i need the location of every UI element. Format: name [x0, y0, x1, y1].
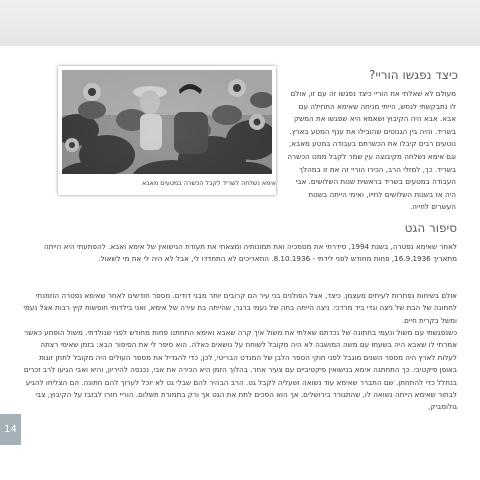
page-number: 14 — [0, 414, 21, 445]
section-title-how-met: כיצד נפגשו הוריי? — [369, 68, 458, 82]
divorce-paragraph-3: כשנפגשתי עם משול ונעמי בחתונה של נכדתם שאלתי את משול איך קרה שאבא ואימא התחתנו פחות מחודש לפני שנולדתי. משול הופתע כאשר אמרתי לו שאבא היה בשעתו עם משה המושבה לא היה מקובל לשוחח על נושאים כאלה. הוא סיפר לי את הסיפור הבא: בזמן שאימי רצתה לעלות לארץ היה מספר השנים מוגבל לפני חוקי הספר הלבן של המנדט הבריטי, לכן, כדי להגדיל את מספר העולים היה מקובל לתתן זוגות באופן פיקטיבי. כך התחתנה אימא בנישואין פיקטיביים עם צעיר אחר. בהלוך הזמן היא הכירה את אבי, נכנסה להיריון, והיא ואבי הגיעו לרב זכרים בנחלל כדי להתחתן. שם התברר שאימא עוד נשואה ושעליה לקבל גט. הרב הבהיר להם שבלי גט לא יוכל לערוך להם חתונה. הם הצליחו להגיע לבחור שאימא הייתה נשואה לו, שהתגורר בירושלים. אך הוא הסכים לתת את הגט אך ורק בתמורת תשלום. הוריי חזרו לבזבז על הקיבוץ, צבי גולומביק, — [23, 328, 457, 412]
section-paragraph-how-met: מעולם לא שאלתי את הוריי כיצד נפגשו זה עם זו, אולם לו נתבקשתי לנחש, הייתי מניחה שאימא התחילה עם אבא. אבא היה הקיבוץ ושאמא היא שפגשו את המשק בשריד. והיה בין הגנוטים שהובילו את ענף המטע בארץ. נוטעים רבים קיבלו את הכשרתם בעבודה במטע מאבא, וגם אימא נשלחה מקיבוצה עין שמר לקבל ממנו הכשרה בשריד. כך, למזלי הרב, הכירו הוריי זה את זו במהלך העבודה במטעים בשריד בראשית שנות השלושים. אבי היה אז בשנות השלושים לחייו, ואימי הייתה בשנות העשרים לחייה. — [287, 89, 456, 212]
couple-photo — [62, 70, 272, 191]
section-title-divorce: סיפור הגט — [404, 221, 457, 235]
photo-caption: אימא נשלחה לשריד לקבל הכשרה במטעים מאבא — [141, 180, 276, 187]
top-band — [0, 0, 480, 46]
divorce-paragraph-1: לאחר שאימא נפטרה, בשנת 1994, סידרתי את מסמכיה ואת תמונותיה ומצאתי את תעודת הנישואין של אימא ואבא. להפתעתי היא הייתה מתאריך 16.9.1936, פחות מחודש לפני לידתי - 8.10.1936. התאריכים לא התחדדו לי, אבל לא היה לי את מי לשאול. — [43, 242, 457, 264]
divorce-paragraph-2: אולם בשיחות נפתרות לעיתים מעצמן. כיצד, אצל הפולנים בני עיר הם קרובים יותר מבני דודים. מספר חודשים לאחר שאימא נפטרה הוזמנתי לחתונה של הבת של ניצה וגדי ביד מרדכי. ניצה הייתה בתה של נעמי ברגר, שהייתה בת עירה של אימא, ואני בילדותי חופשות קיץ רבות אצל נעמי ומשל בקרית חיים. — [23, 291, 457, 325]
